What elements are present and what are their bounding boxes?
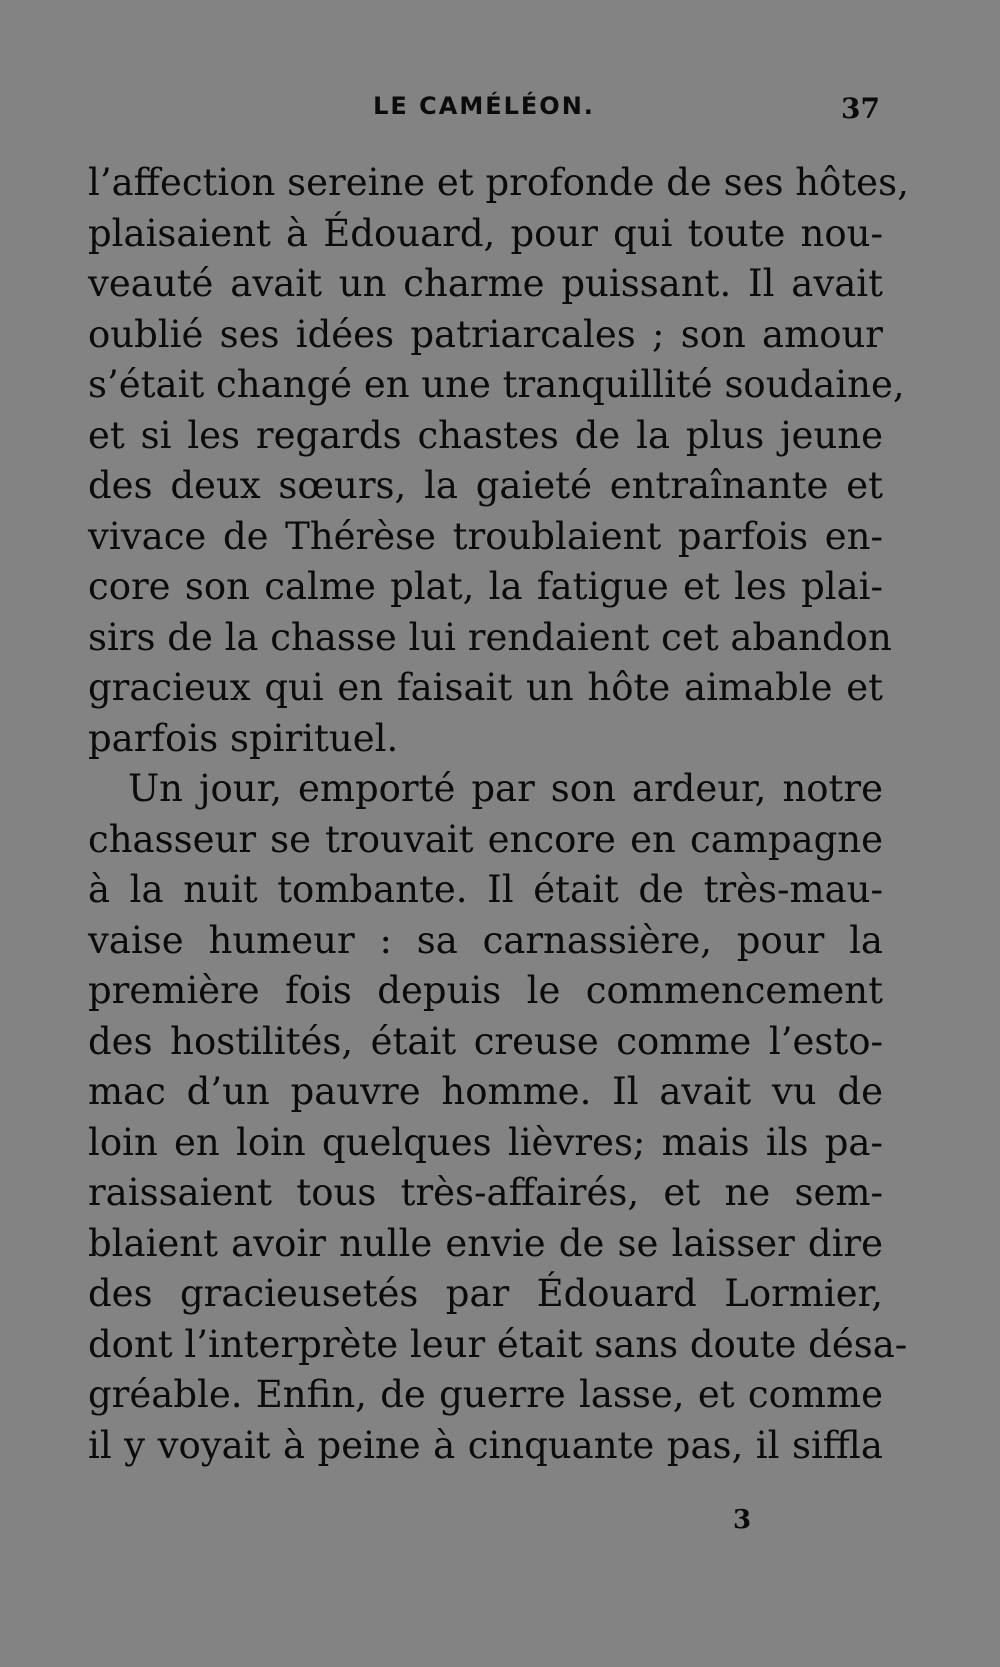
text-line: il y voyait à peine à cinquante pas, il siffla <box>88 1423 883 1467</box>
text-line: loin en loin quelques lièvres; mais ils pa- <box>88 1120 883 1164</box>
paragraph-end-line: parfois spirituel. <box>88 716 399 760</box>
text-line: gréable. Enfin, de guerre lasse, et comme <box>88 1373 883 1416</box>
text-line: des deux sœurs, la gaieté entraînante et <box>88 464 883 507</box>
text-line: core son calme plat, la fatigue et les plai- <box>88 565 883 608</box>
text-line: oublié ses idées patriarcales ; son amour <box>88 312 883 356</box>
signature-mark: 3 <box>733 1505 752 1535</box>
running-title: LE CAMÉLÉON. <box>373 92 595 120</box>
text-line: à la nuit tombante. Il était de très-mau- <box>88 868 883 911</box>
text-line: dont l’interprète leur était sans doute désa- <box>88 1322 908 1366</box>
text-line: gracieux qui en faisait un hôte aimable et <box>88 666 883 709</box>
text-line: des hostilités, était creuse comme l’esto- <box>88 1019 883 1063</box>
text-line: première fois depuis le commencement <box>88 969 883 1012</box>
body-text <box>88 158 909 1471</box>
text-line: plaisaient à Édouard, pour qui toute nou- <box>88 211 883 255</box>
text-line: chasseur se trouvait encore en campagne <box>88 817 883 861</box>
page-header <box>88 92 880 132</box>
text-line: s’était changé en une tranquillité soudaine, <box>88 363 905 406</box>
text-line: sirs de la chasse lui rendaient cet abandon <box>88 615 892 659</box>
text-line: veauté avait un charme puissant. Il avait <box>88 262 883 305</box>
text-line: raissaient tous très-affairés, et ne sem- <box>88 1171 883 1214</box>
text-line: vivace de Thérèse troublaient parfois en- <box>88 514 883 558</box>
text-line: blaient avoir nulle envie de se laisser dire <box>88 1221 883 1265</box>
text-line: l’affection sereine et profonde de ses hôtes, <box>88 161 909 204</box>
text-line: vaise humeur : sa carnassière, pour la <box>88 918 883 962</box>
text-line: et si les regards chastes de la plus jeune <box>88 413 883 457</box>
text-line: des gracieusetés par Édouard Lormier, <box>88 1272 883 1315</box>
page-number: 37 <box>841 92 880 125</box>
paragraph-start-line: Un jour, emporté par son ardeur, notre <box>128 767 883 810</box>
text-line: mac d’un pauvre homme. Il avait vu de <box>88 1070 883 1113</box>
